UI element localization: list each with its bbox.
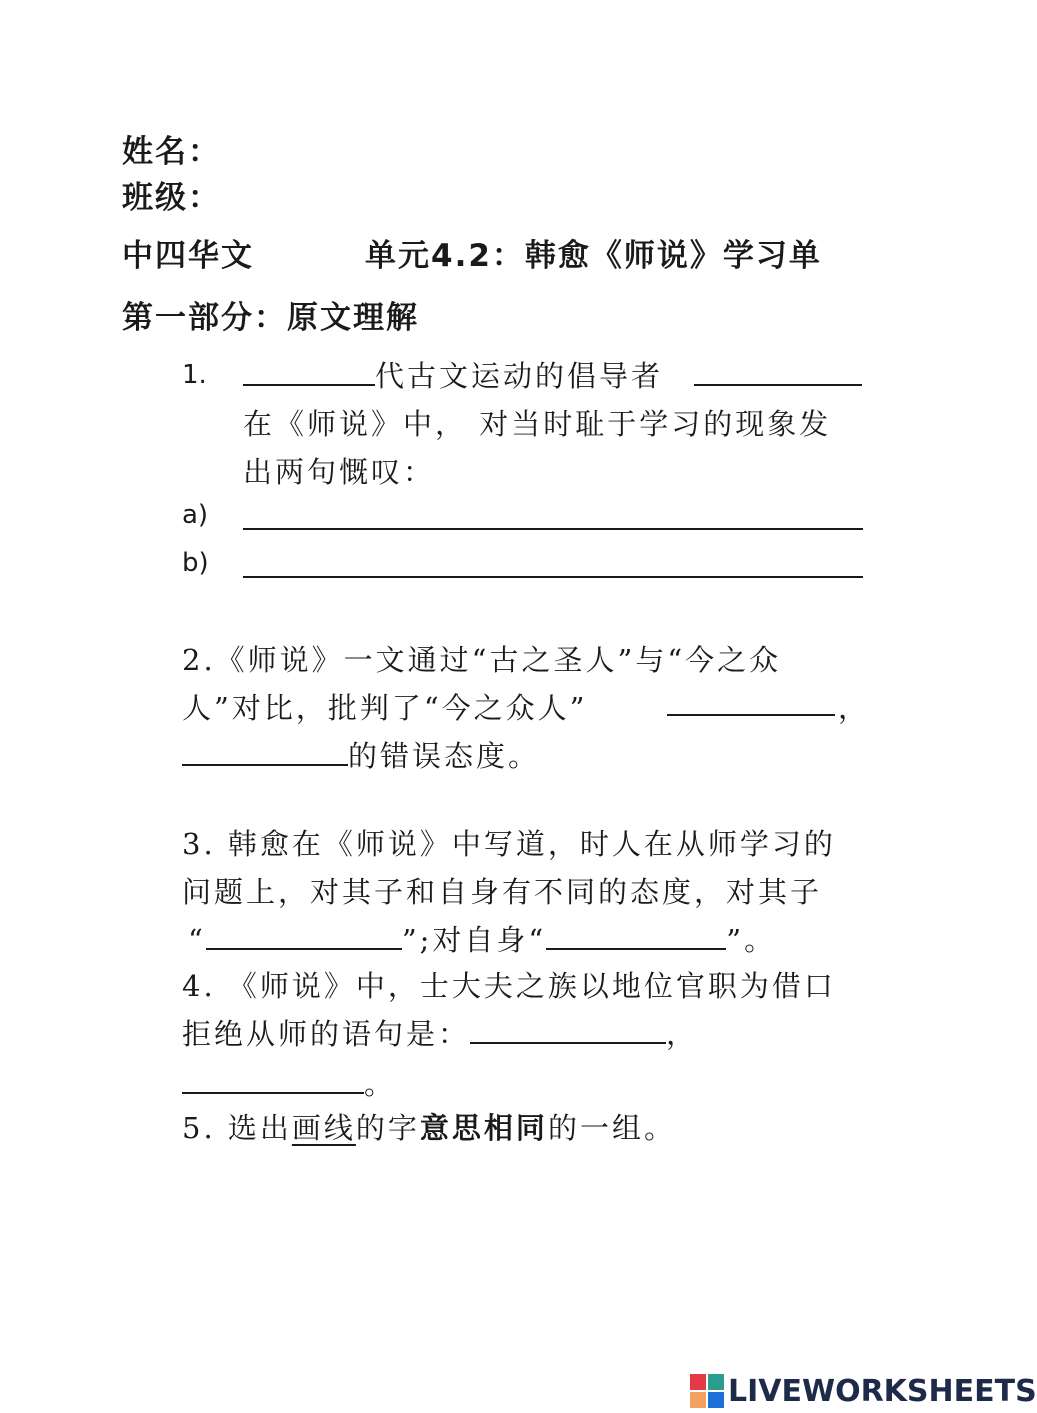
q4-line1: 4. 《师说》中，士大夫之族以地位官职为借口	[182, 969, 836, 1003]
course-title: 中四华文	[122, 238, 254, 274]
q3-blank-self[interactable]	[546, 924, 726, 950]
q3-line1: 3. 韩愈在《师说》中写道，时人在从师学习的	[182, 827, 836, 861]
q4-blank-2[interactable]	[182, 1068, 364, 1094]
part-title: 第一部分：原文理解	[122, 300, 419, 336]
q3-mid-text: ”;对自身“	[401, 923, 547, 957]
liveworksheets-logo	[690, 1373, 1037, 1409]
q4-period: 。	[364, 1067, 397, 1101]
q2-line1: 2.《师说》一文通过“古之圣人”与“今之众	[182, 643, 782, 677]
q4-text: 拒绝从师的语句是：	[182, 1017, 471, 1051]
q3-blank-child[interactable]	[206, 924, 402, 950]
class-label: 班级：	[122, 180, 221, 216]
q3-line3	[188, 918, 776, 959]
q4-comma: ，	[666, 1017, 699, 1051]
q1-blank-author[interactable]	[694, 360, 862, 386]
q2-line3	[182, 734, 540, 775]
q5-mid: 的字	[355, 1111, 420, 1145]
q2-blank-1[interactable]	[667, 690, 835, 716]
logo-text: LIVEWORKSHEETS	[728, 1373, 1037, 1409]
logo-mark-icon	[690, 1374, 724, 1408]
q1-blank-dynasty[interactable]	[243, 360, 375, 386]
unit-title: 单元4.2：韩愈《师说》学习单	[365, 238, 822, 274]
name-label: 姓名：	[122, 134, 221, 170]
q1-blank-b[interactable]	[243, 552, 863, 578]
q5-bold: 意思相同	[419, 1111, 548, 1145]
q1-option-b: b)	[182, 548, 209, 578]
q1-line2: 在《师说》中， 对当时耻于学习的现象发	[243, 407, 832, 441]
q5-post: 的一组。	[547, 1111, 676, 1145]
q5-pre: 5. 选出	[182, 1111, 292, 1145]
q5-underlined: 画线	[291, 1111, 356, 1145]
q4-line3	[182, 1062, 396, 1103]
q5-line	[182, 1106, 676, 1147]
q3-open-quote: “	[188, 923, 206, 957]
q1-text-a: 代古文运动的倡导者	[375, 359, 664, 393]
q1-blank-a[interactable]	[243, 504, 863, 530]
q2-comma: ，	[838, 691, 871, 725]
q4-blank-1[interactable]	[470, 1018, 666, 1044]
q3-close-quote: ”。	[726, 923, 777, 957]
q1-line1	[243, 354, 663, 395]
q2-blank-2[interactable]	[182, 740, 348, 766]
q2-text-end: 的错误态度。	[348, 739, 541, 773]
q2-line2: 人”对比，批判了“今之众人”	[182, 691, 588, 725]
q1-number: 1.	[182, 360, 207, 390]
q1-line3: 出两句慨叹：	[243, 455, 436, 489]
q3-line2: 问题上，对其子和自身有不同的态度，对其子	[182, 875, 823, 909]
q1-option-a: a)	[182, 500, 209, 530]
q4-line2	[182, 1012, 698, 1053]
